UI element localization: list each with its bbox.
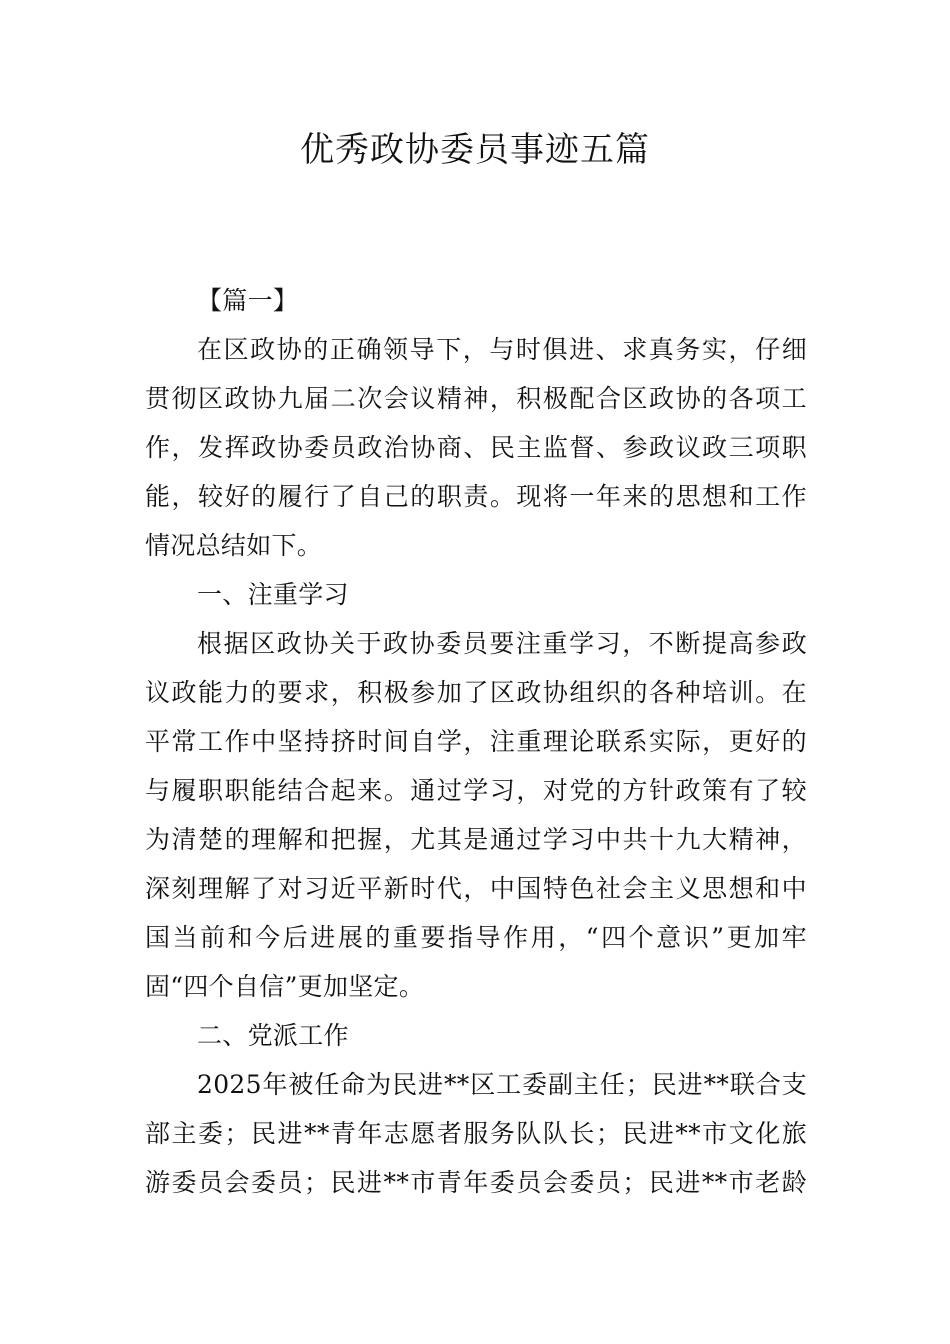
paragraph-line: 为清楚的理解和把握，尤其是通过学习中共十九大精神， [145,825,807,854]
paragraph-line: 贯彻区政协九届二次会议精神，积极配合区政协的各项工 [145,384,807,413]
paragraph-line: 与履职职能结合起来。通过学习，对党的方针政策有了较 [145,776,807,805]
section-label: 【篇一】 [197,286,299,315]
paragraph-line: 平常工作中坚持挤时间自学，注重理论联系实际，更好的 [145,727,807,756]
paragraph-line: 固“四个自信”更加坚定。 [145,972,425,1001]
paragraph-line: 2025年被任命为民进**区工委副主任；民进**联合支 [197,1070,807,1099]
paragraph-line: 国当前和今后进展的重要指导作用，“四个意识”更加牢 [145,923,807,952]
document-title: 优秀政协委员事迹五篇 [300,130,650,170]
section-heading: 一、注重学习 [197,580,349,609]
paragraph-line: 作，发挥政协委员政治协商、民主监督、参政议政三项职 [145,433,807,462]
document-body [145,276,807,1207]
paragraph-line: 议政能力的要求，积极参加了区政协组织的各种培训。在 [145,678,807,707]
paragraph-line: 根据区政协关于政协委员要注重学习，不断提高参政 [197,629,807,658]
section-heading: 二、党派工作 [197,1021,349,1050]
paragraph-line: 游委员会委员；民进**市青年委员会委员；民进**市老龄 [145,1168,807,1197]
paragraph-line: 能，较好的履行了自己的职责。现将一年来的思想和工作 [145,482,807,511]
paragraph-line: 在区政协的正确领导下，与时俱进、求真务实，仔细 [197,335,807,364]
paragraph-line: 部主委；民进**青年志愿者服务队队长；民进**市文化旅 [145,1119,807,1148]
paragraph-line: 情况总结如下。 [145,531,323,560]
paragraph-line: 深刻理解了对习近平新时代，中国特色社会主义思想和中 [145,874,807,903]
